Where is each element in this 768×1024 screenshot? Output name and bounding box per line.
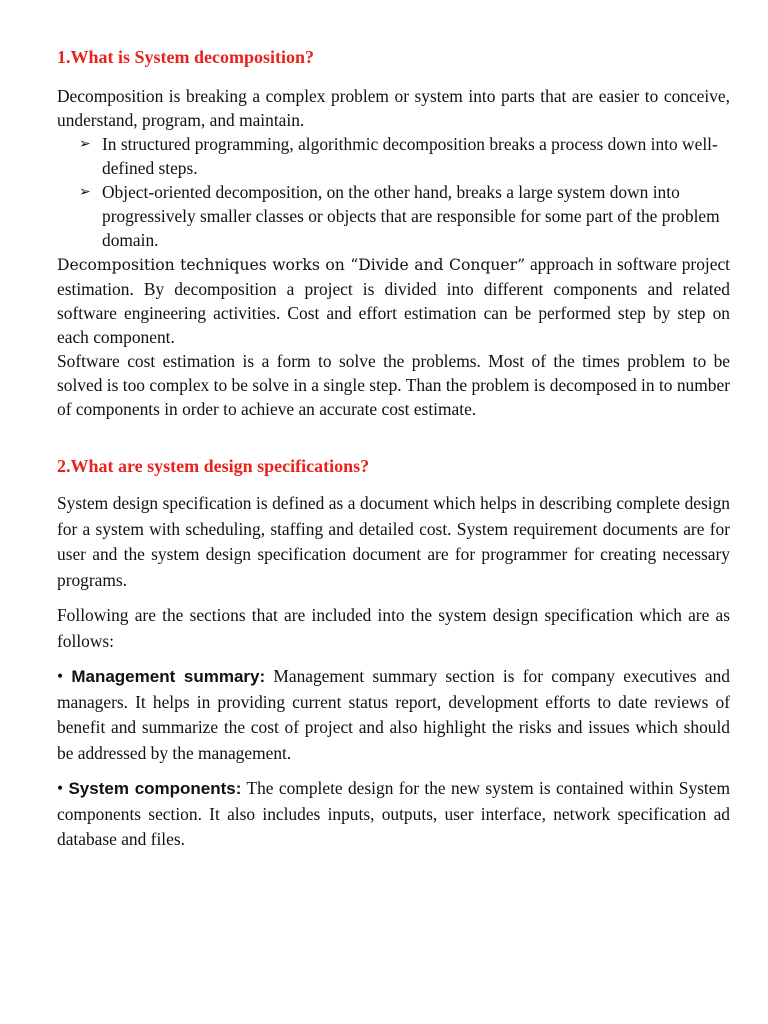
item-term: Management summary:	[71, 667, 266, 686]
paragraph-rest: approach in software project estimation. By decomposition a project is divided into different components and related software engineering activities. Cost and effort estimation can be performed step by step on each component.	[57, 254, 730, 347]
bullet-text: In structured programming, algorithmic decomposition breaks a process down into well-defined steps.	[102, 134, 718, 178]
section2-heading: 2.What are system design specifications?	[57, 456, 370, 476]
arrow-bullet-icon: ➢	[79, 136, 91, 152]
section1-heading: 1.What is System decomposition?	[57, 47, 315, 67]
bullet-dot: •	[57, 778, 64, 798]
bullet-dot: •	[57, 666, 64, 686]
section1-intro: Decomposition is breaking a complex problem or system into parts that are easier to conceive, understand, program, and maintain.	[57, 86, 730, 130]
section2-paragraph-1: System design specification is defined as a document which helps in describing complete design for a system with scheduling, staffing and detailed cost. System requirement documents are for user and the system design specification document are for programmer for creating necessary programs.	[57, 493, 730, 590]
section2-item-management-summary	[57, 664, 730, 766]
section1-bullet-list	[57, 132, 730, 252]
item-term: System components:	[68, 779, 242, 798]
list-item	[79, 132, 730, 180]
section2-paragraph-2: Following are the sections that are included into the system design specification which are as follows:	[57, 605, 730, 651]
bullet-text: Object-oriented decomposition, on the other hand, breaks a large system down into progressively smaller classes or objects that are responsible for some part of the problem domain.	[102, 182, 720, 250]
section1-paragraph-2	[57, 252, 730, 349]
item-text: Management summary section is for company executives and managers. It helps in providing current status report, development efforts to date reviews of benefit and summarize the cost of project and also highlight the risks and issues which should be addressed by the management.	[57, 666, 730, 763]
section1-paragraph-3: Software cost estimation is a form to solve the problems. Most of the times problem to be solved is too complex to be solve in a single step. Than the problem is decomposed in to number of components in order to achieve an accurate cost estimate.	[57, 351, 730, 419]
document-page	[57, 44, 730, 853]
list-item	[79, 180, 730, 252]
arrow-bullet-icon: ➢	[79, 184, 91, 200]
item-text: The complete design for the new system is contained within System components section. It also includes inputs, outputs, user interface, network specification ad database and files.	[57, 778, 730, 849]
paragraph-lead: Decomposition techniques works on “Divide and Conquer”	[57, 256, 526, 274]
section2-item-system-components	[57, 776, 730, 853]
